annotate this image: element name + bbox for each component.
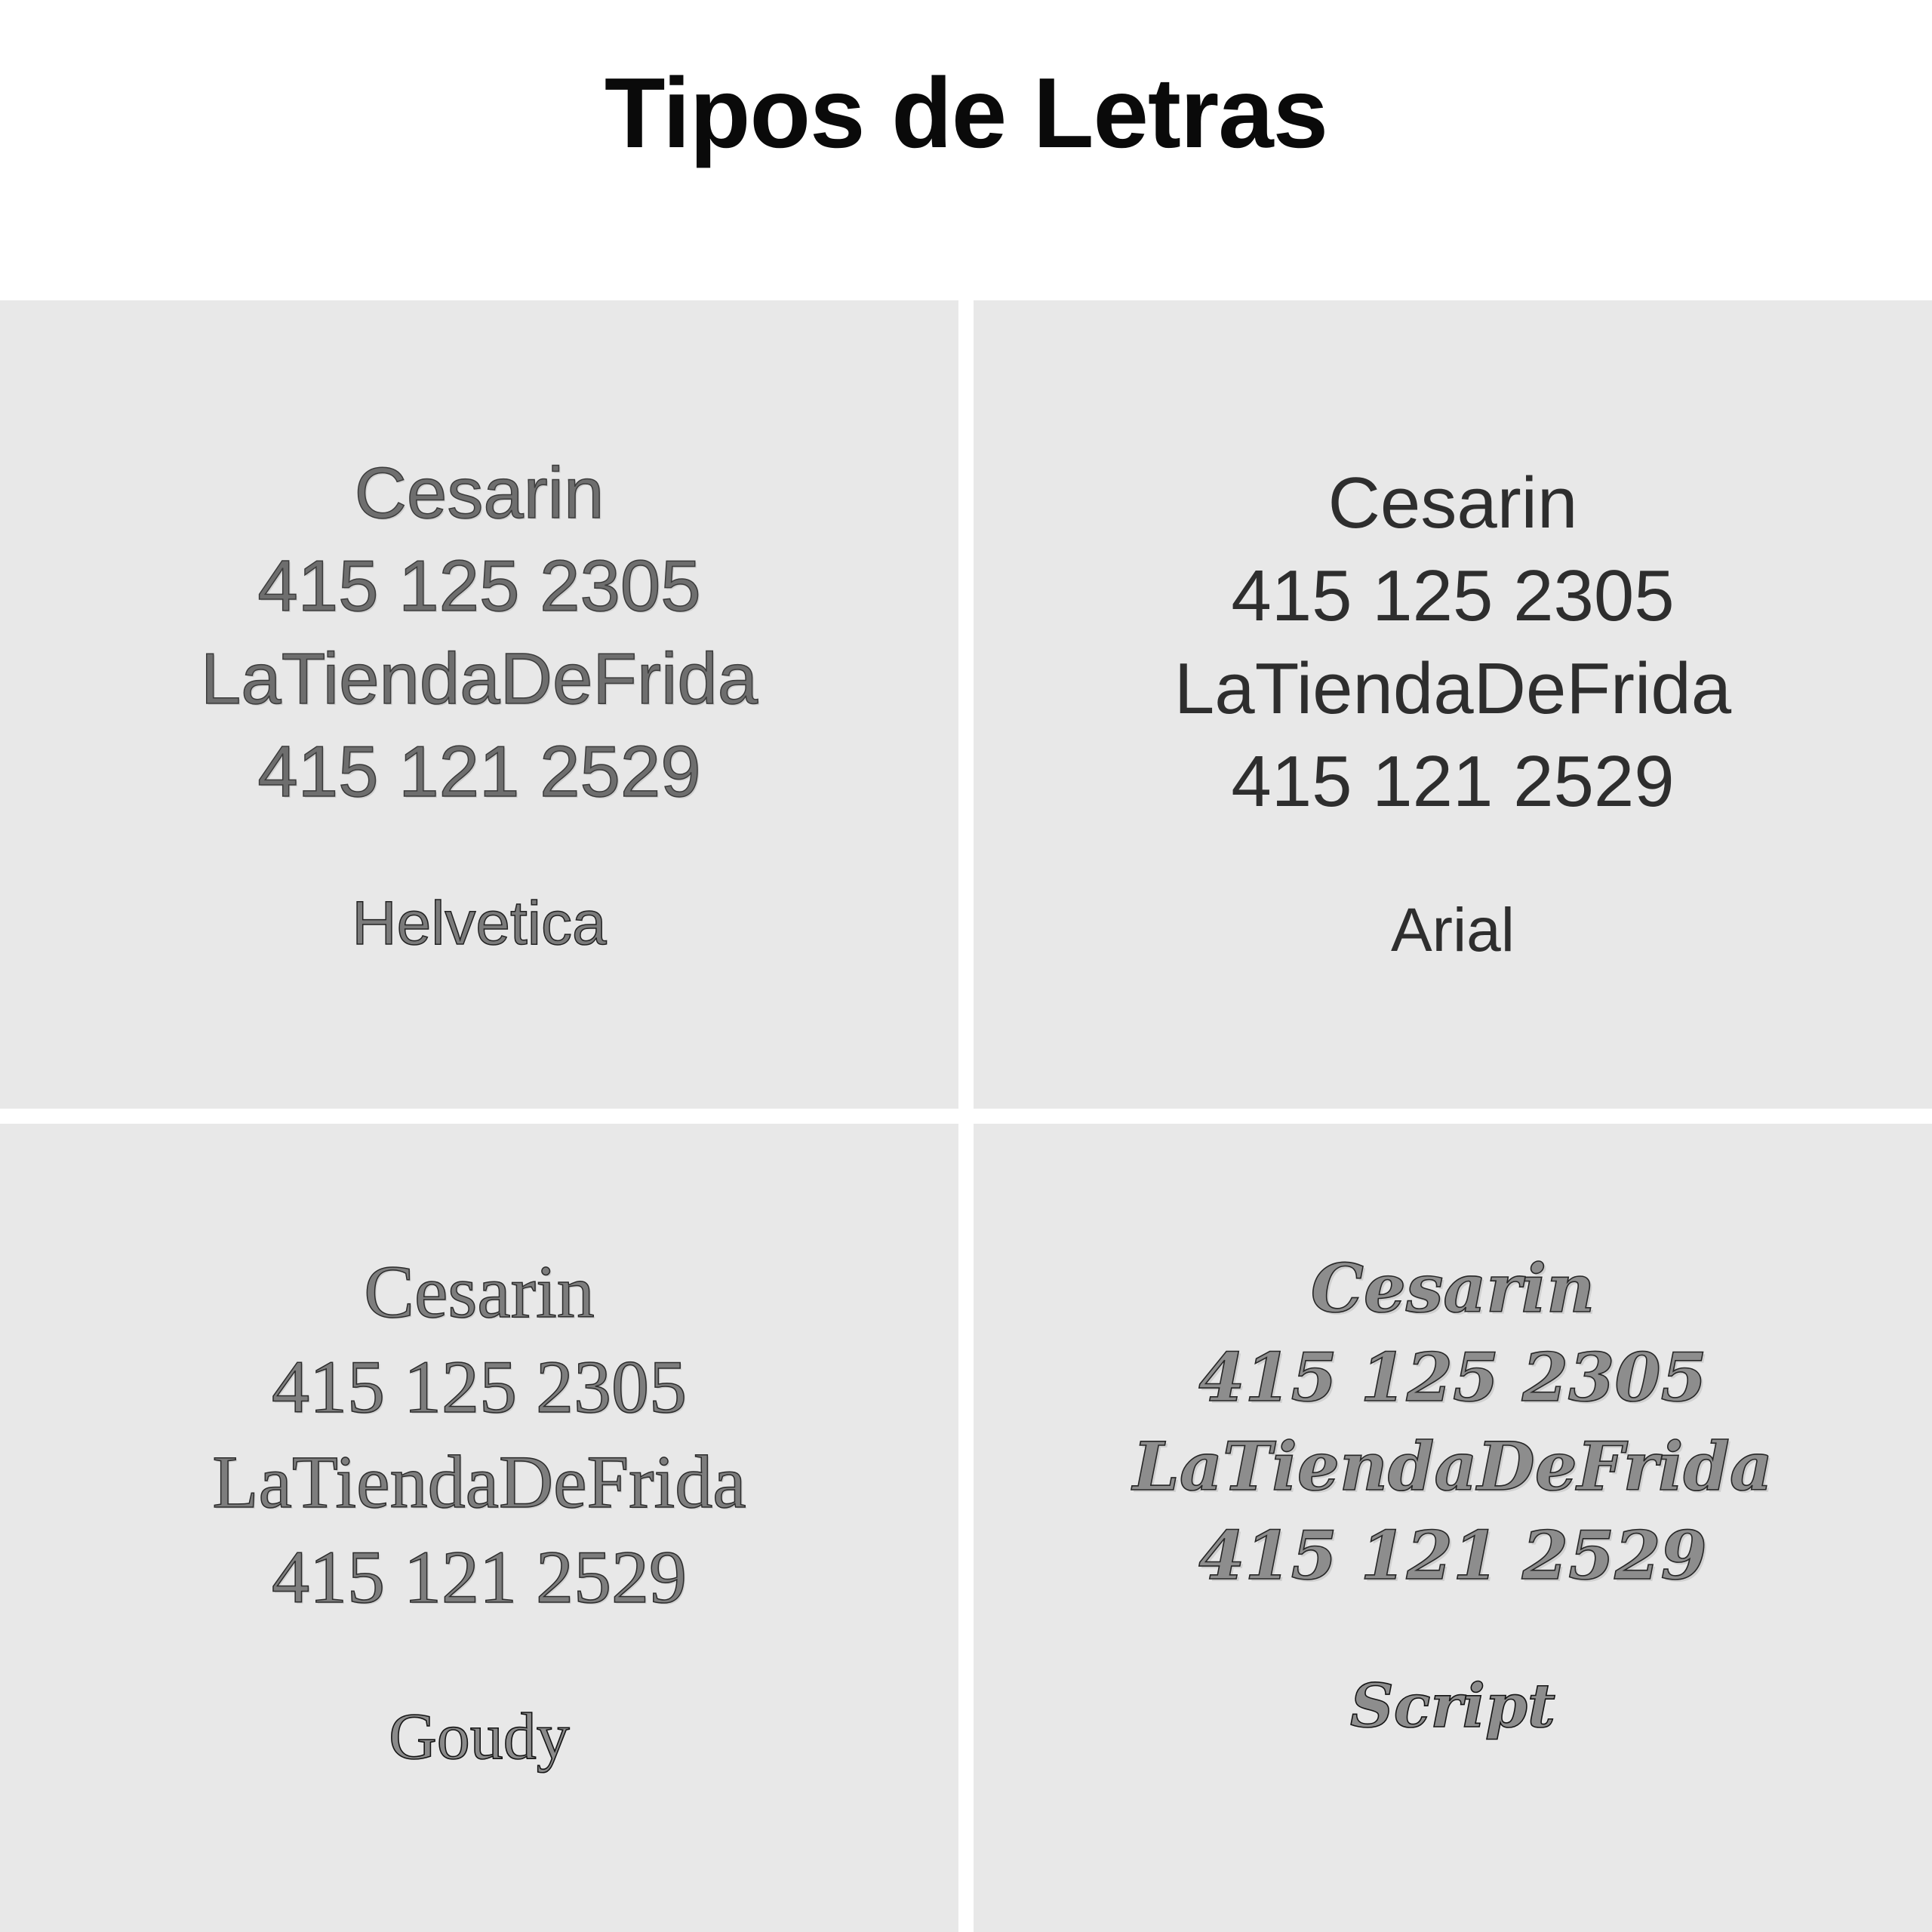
font-sample-arial [974, 300, 1932, 1109]
sample-line: LaTiendaDeFrida [1174, 648, 1732, 729]
font-name-label-arial: Arial [1390, 895, 1515, 964]
sample-line: 415 125 2305 [272, 1345, 687, 1429]
sample-line: Cesarin [1310, 1249, 1595, 1327]
font-sample-helvetica [0, 300, 958, 1109]
sample-text-helvetica [0, 448, 958, 819]
sample-line: 415 121 2529 [257, 731, 701, 812]
font-name-label-helvetica: Helvetica [352, 888, 607, 958]
sample-line: LaTiendaDeFrida [212, 1440, 746, 1524]
sample-line: LaTiendaDeFrida [1133, 1426, 1773, 1506]
sample-line: 415 121 2529 [1198, 1515, 1707, 1595]
font-sample-goudy [0, 1124, 958, 1932]
sample-line: 415 125 2305 [257, 545, 701, 626]
font-name-label-script: Script [1350, 1669, 1555, 1741]
font-name-label-goudy: Goudy [389, 1700, 570, 1774]
page-title: Tipos de Letras [604, 57, 1328, 168]
sample-text-script [974, 1244, 1932, 1601]
font-sample-script [974, 1124, 1932, 1932]
title-bar [0, 0, 1932, 300]
sample-line: Cesarin [364, 1250, 595, 1334]
sample-line: 415 121 2529 [1231, 740, 1675, 822]
sample-text-arial [974, 457, 1932, 829]
sample-line: Cesarin [1327, 463, 1578, 543]
sample-line: 415 121 2529 [272, 1535, 687, 1619]
sample-text-goudy [0, 1244, 958, 1625]
sample-line: 415 125 2305 [1231, 555, 1675, 636]
sample-line: 415 125 2305 [1198, 1337, 1707, 1417]
sample-line: LaTiendaDeFrida [200, 638, 758, 719]
font-sample-grid [0, 300, 1932, 1932]
sample-line: Cesarin [354, 453, 605, 534]
